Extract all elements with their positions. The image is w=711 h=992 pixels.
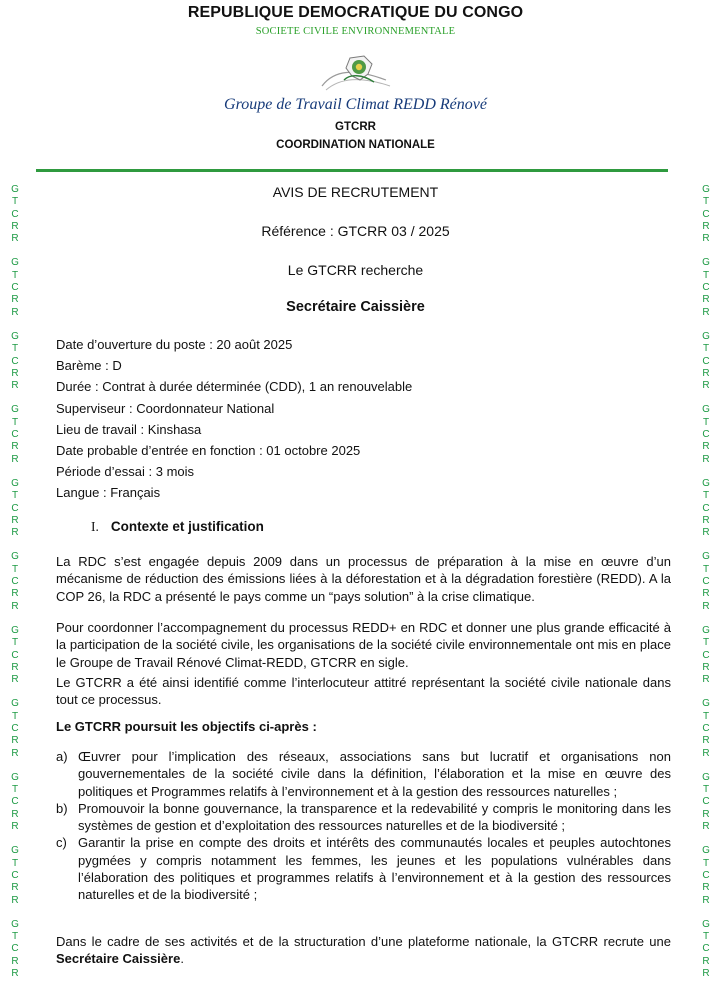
margin-letter: R bbox=[11, 674, 19, 686]
header-divider bbox=[36, 169, 668, 172]
margin-letter: T bbox=[11, 710, 19, 722]
margin-letter: C bbox=[11, 208, 19, 220]
margin-gtcrr-group bbox=[9, 772, 21, 833]
margin-letter: R bbox=[11, 808, 19, 820]
margin-letter: R bbox=[11, 527, 19, 539]
margin-letter: R bbox=[11, 588, 19, 600]
margin-gtcrr-group bbox=[9, 845, 21, 906]
margin-letter: R bbox=[702, 882, 710, 894]
objectives-heading: Le GTCRR poursuit les objectifs ci-après : bbox=[56, 719, 317, 734]
margin-letter: T bbox=[702, 931, 710, 943]
margin-gtcrr-group bbox=[700, 551, 711, 612]
margin-letter: G bbox=[702, 698, 710, 710]
margin-letter: R bbox=[702, 441, 710, 453]
group-name-script: Groupe de Travail Climat REDD Rénové bbox=[224, 96, 487, 113]
margin-letter: G bbox=[702, 330, 710, 342]
margin-letter: C bbox=[11, 649, 19, 661]
margin-letter: C bbox=[702, 208, 710, 220]
section-title: Contexte et justification bbox=[110, 519, 264, 534]
margin-letter: C bbox=[702, 869, 710, 881]
announcement-title: AVIS DE RECRUTEMENT bbox=[272, 184, 439, 200]
margin-letter: G bbox=[11, 624, 19, 636]
margin-gtcrr-group bbox=[700, 331, 711, 392]
margin-letter: R bbox=[11, 661, 19, 673]
margin-letter: R bbox=[702, 674, 710, 686]
margin-letter: C bbox=[11, 282, 19, 294]
margin-letter: R bbox=[702, 588, 710, 600]
margin-letter: T bbox=[11, 563, 19, 575]
margin-gtcrr-group bbox=[9, 478, 21, 539]
list-item bbox=[56, 800, 671, 835]
seeking-line: Le GTCRR recherche bbox=[287, 262, 424, 278]
margin-letter: G bbox=[11, 771, 19, 783]
margin-letter: G bbox=[702, 845, 710, 857]
position-title: Secrétaire Caissière bbox=[286, 299, 425, 315]
margin-gtcrr-group bbox=[700, 404, 711, 465]
margin-letter: C bbox=[11, 722, 19, 734]
list-marker: a) bbox=[56, 749, 68, 764]
margin-letter: T bbox=[11, 931, 19, 943]
margin-letter: T bbox=[11, 343, 19, 355]
margin-letter: R bbox=[702, 514, 710, 526]
margin-letter: C bbox=[11, 943, 19, 955]
list-marker: c) bbox=[56, 835, 67, 851]
margin-letter: C bbox=[11, 796, 19, 808]
margin-letter: T bbox=[702, 710, 710, 722]
margin-letter: C bbox=[11, 502, 19, 514]
margin-letter: C bbox=[11, 355, 19, 367]
margin-letter: R bbox=[702, 367, 710, 379]
margin-letter: C bbox=[702, 796, 710, 808]
detail-line: Période d’essai : 3 mois bbox=[56, 464, 195, 480]
margin-letter: R bbox=[702, 527, 710, 539]
margin-letter: T bbox=[11, 857, 19, 869]
margin-letter: T bbox=[702, 490, 710, 502]
margin-letter: R bbox=[702, 220, 710, 232]
margin-letter: R bbox=[11, 233, 19, 245]
margin-letter: R bbox=[11, 220, 19, 232]
margin-gtcrr-group bbox=[9, 625, 21, 686]
margin-letter: G bbox=[11, 845, 19, 857]
margin-letter: G bbox=[702, 918, 710, 930]
margin-letter: R bbox=[11, 600, 19, 612]
recruitment-position: Secrétaire Caissière bbox=[56, 951, 181, 967]
section-number: I. bbox=[91, 519, 99, 534]
margin-letter: G bbox=[702, 257, 710, 269]
margin-gtcrr-group bbox=[700, 772, 711, 833]
margin-letter: T bbox=[702, 416, 710, 428]
margin-letter: R bbox=[702, 735, 710, 747]
margin-letter: R bbox=[702, 294, 710, 306]
margin-letter: C bbox=[702, 502, 710, 514]
margin-letter: C bbox=[702, 282, 710, 294]
margin-letter: R bbox=[11, 380, 19, 392]
margin-letter: T bbox=[11, 637, 19, 649]
list-marker: b) bbox=[56, 800, 68, 816]
job-details bbox=[56, 334, 412, 504]
margin-letter: R bbox=[702, 306, 710, 318]
margin-letter: C bbox=[702, 943, 710, 955]
margin-letter: R bbox=[702, 821, 710, 833]
objectives-list bbox=[56, 748, 671, 904]
paragraph-context: La RDC s’est engagée depuis 2009 dans un processus de préparation à la mise en œuvre d’un mécanisme de réduction des émissions liées à la déforestation et à la dégradation forestière (REDD). A la COP 26, la RDC a présenté le pays comme un “pays solution” à la crise climatique. bbox=[56, 554, 671, 604]
margin-letter: G bbox=[11, 551, 19, 563]
margin-gtcrr-group bbox=[9, 404, 21, 465]
detail-line: Date probable d’entrée en fonction : 01 octobre 2025 bbox=[56, 443, 361, 459]
margin-letter: T bbox=[11, 490, 19, 502]
margin-letter: G bbox=[702, 477, 710, 489]
margin-letter: C bbox=[11, 429, 19, 441]
margin-letter: T bbox=[11, 269, 19, 281]
margin-letter: R bbox=[11, 367, 19, 379]
margin-letter: G bbox=[702, 624, 710, 636]
margin-letter: R bbox=[11, 968, 19, 980]
margin-letter: R bbox=[702, 600, 710, 612]
margin-gtcrr-group bbox=[700, 478, 711, 539]
margin-letter: T bbox=[11, 784, 19, 796]
margin-letter: R bbox=[702, 453, 710, 465]
margin-letter: R bbox=[11, 453, 19, 465]
margin-letter: G bbox=[11, 698, 19, 710]
detail-line: Barème : D bbox=[56, 358, 122, 374]
margin-letter: G bbox=[702, 771, 710, 783]
margin-letter: R bbox=[11, 441, 19, 453]
detail-line: Superviseur : Coordonnateur National bbox=[56, 400, 275, 416]
reference-line: Référence : GTCRR 03 / 2025 bbox=[261, 223, 450, 239]
margin-letter: G bbox=[702, 551, 710, 563]
margin-letter: G bbox=[702, 404, 710, 416]
margin-letter: C bbox=[702, 649, 710, 661]
margin-gtcrr-group bbox=[700, 845, 711, 906]
margin-gtcrr-group bbox=[9, 698, 21, 759]
recruitment-end: . bbox=[180, 951, 184, 967]
list-item bbox=[56, 748, 671, 800]
margin-gtcrr-group bbox=[9, 551, 21, 612]
margin-letter: G bbox=[702, 184, 710, 195]
margin-letter: R bbox=[11, 747, 19, 759]
margin-letter: R bbox=[702, 808, 710, 820]
margin-letter: R bbox=[702, 233, 710, 245]
list-item-text: Garantir la prise en compte des droits et intérêts des communautés locales et peuples autochtones pygmées y compris notamment les femmes, les jeunes et les populations vulnérables dans l’élaboration des politiques et programmes relatifs à l’environnement et à la gestion des ressources naturelles et de la biodiversité ; bbox=[78, 835, 671, 903]
margin-letter: T bbox=[702, 857, 710, 869]
margin-letter: T bbox=[702, 343, 710, 355]
margin-letter: C bbox=[702, 722, 710, 734]
margin-letter: R bbox=[11, 294, 19, 306]
margin-letter: C bbox=[702, 429, 710, 441]
margin-letter: C bbox=[702, 355, 710, 367]
country-heading: REPUBLIQUE DEMOCRATIQUE DU CONGO bbox=[187, 4, 524, 21]
margin-letter: R bbox=[11, 821, 19, 833]
margin-letter: R bbox=[702, 747, 710, 759]
margin-letter: R bbox=[702, 968, 710, 980]
detail-line: Durée : Contrat à durée déterminée (CDD), 1 an renouvelable bbox=[56, 379, 413, 395]
margin-letter: T bbox=[702, 196, 710, 208]
detail-line: Langue : Français bbox=[56, 485, 161, 501]
margin-letter: R bbox=[11, 306, 19, 318]
detail-line: Lieu de travail : Kinshasa bbox=[56, 421, 202, 437]
margin-letter: R bbox=[11, 735, 19, 747]
margin-letter: R bbox=[11, 514, 19, 526]
society-subtitle: SOCIETE CIVILE ENVIRONNEMENTALE bbox=[255, 26, 456, 37]
margin-letter: G bbox=[11, 184, 19, 195]
margin-letter: R bbox=[702, 894, 710, 906]
list-item-text: Promouvoir la bonne gouvernance, la transparence et la redevabilité y compris le monitoring dans les systèmes de gestion et d’exploitation des ressources naturelles et de la biodiversité ; bbox=[78, 800, 671, 834]
gtcrr-logo bbox=[316, 50, 396, 98]
margin-gtcrr-group bbox=[700, 919, 711, 980]
margin-gtcrr-group bbox=[9, 331, 21, 392]
acronym: GTCRR bbox=[335, 121, 376, 133]
section-heading bbox=[91, 519, 264, 535]
margin-letter: G bbox=[11, 477, 19, 489]
paragraph-identification: Le GTCRR a été ainsi identifié comme l’interlocuteur attitré représentant la société civile nationale dans tout ce processus. bbox=[56, 675, 671, 708]
margin-letter: C bbox=[702, 576, 710, 588]
margin-letter: T bbox=[11, 416, 19, 428]
margin-letter: R bbox=[11, 955, 19, 967]
margin-letter: T bbox=[702, 637, 710, 649]
list-item bbox=[56, 834, 671, 903]
recruitment-text: Dans le cadre de ses activités et de la structuration d’une plateforme nationale, la GTCRR recrute une bbox=[56, 934, 671, 949]
margin-letter: T bbox=[702, 784, 710, 796]
margin-letter: G bbox=[11, 404, 19, 416]
margin-letter: G bbox=[11, 330, 19, 342]
margin-letter: C bbox=[11, 869, 19, 881]
margin-gtcrr-group bbox=[700, 625, 711, 686]
margin-letter: T bbox=[11, 196, 19, 208]
detail-line: Date d’ouverture du poste : 20 août 2025 bbox=[56, 337, 293, 352]
margin-letter: G bbox=[11, 918, 19, 930]
paragraph-recruitment bbox=[56, 933, 671, 968]
margin-letter: T bbox=[702, 563, 710, 575]
margin-gtcrr-group bbox=[9, 919, 21, 980]
margin-gtcrr-group bbox=[700, 698, 711, 759]
margin-letter: T bbox=[702, 269, 710, 281]
margin-letter: R bbox=[11, 894, 19, 906]
paragraph-coordination: Pour coordonner l’accompagnement du processus REDD+ en RDC et donner une plus grande efficacité à la participation de la société civile, les organisations de la société civile environnementale ont mis en place le Groupe de Travail Rénové Climat-REDD, GTCRR en sigle. bbox=[56, 620, 671, 670]
margin-letter: G bbox=[11, 257, 19, 269]
margin-letter: C bbox=[11, 576, 19, 588]
list-item-text: Œuvrer pour l’implication des réseaux, associations sans but lucratif et organisations non gouvernementales de la société civile dans la définition, l’élaboration et la mise en œuvre des politiques et Programmes relatifs à l’environnement et à la gestion des ressources naturelles ; bbox=[78, 749, 671, 799]
margin-letter: R bbox=[702, 661, 710, 673]
margin-letter: R bbox=[702, 955, 710, 967]
margin-letter: R bbox=[11, 882, 19, 894]
margin-letter: R bbox=[702, 380, 710, 392]
coordination-label: COORDINATION NATIONALE bbox=[276, 139, 435, 151]
